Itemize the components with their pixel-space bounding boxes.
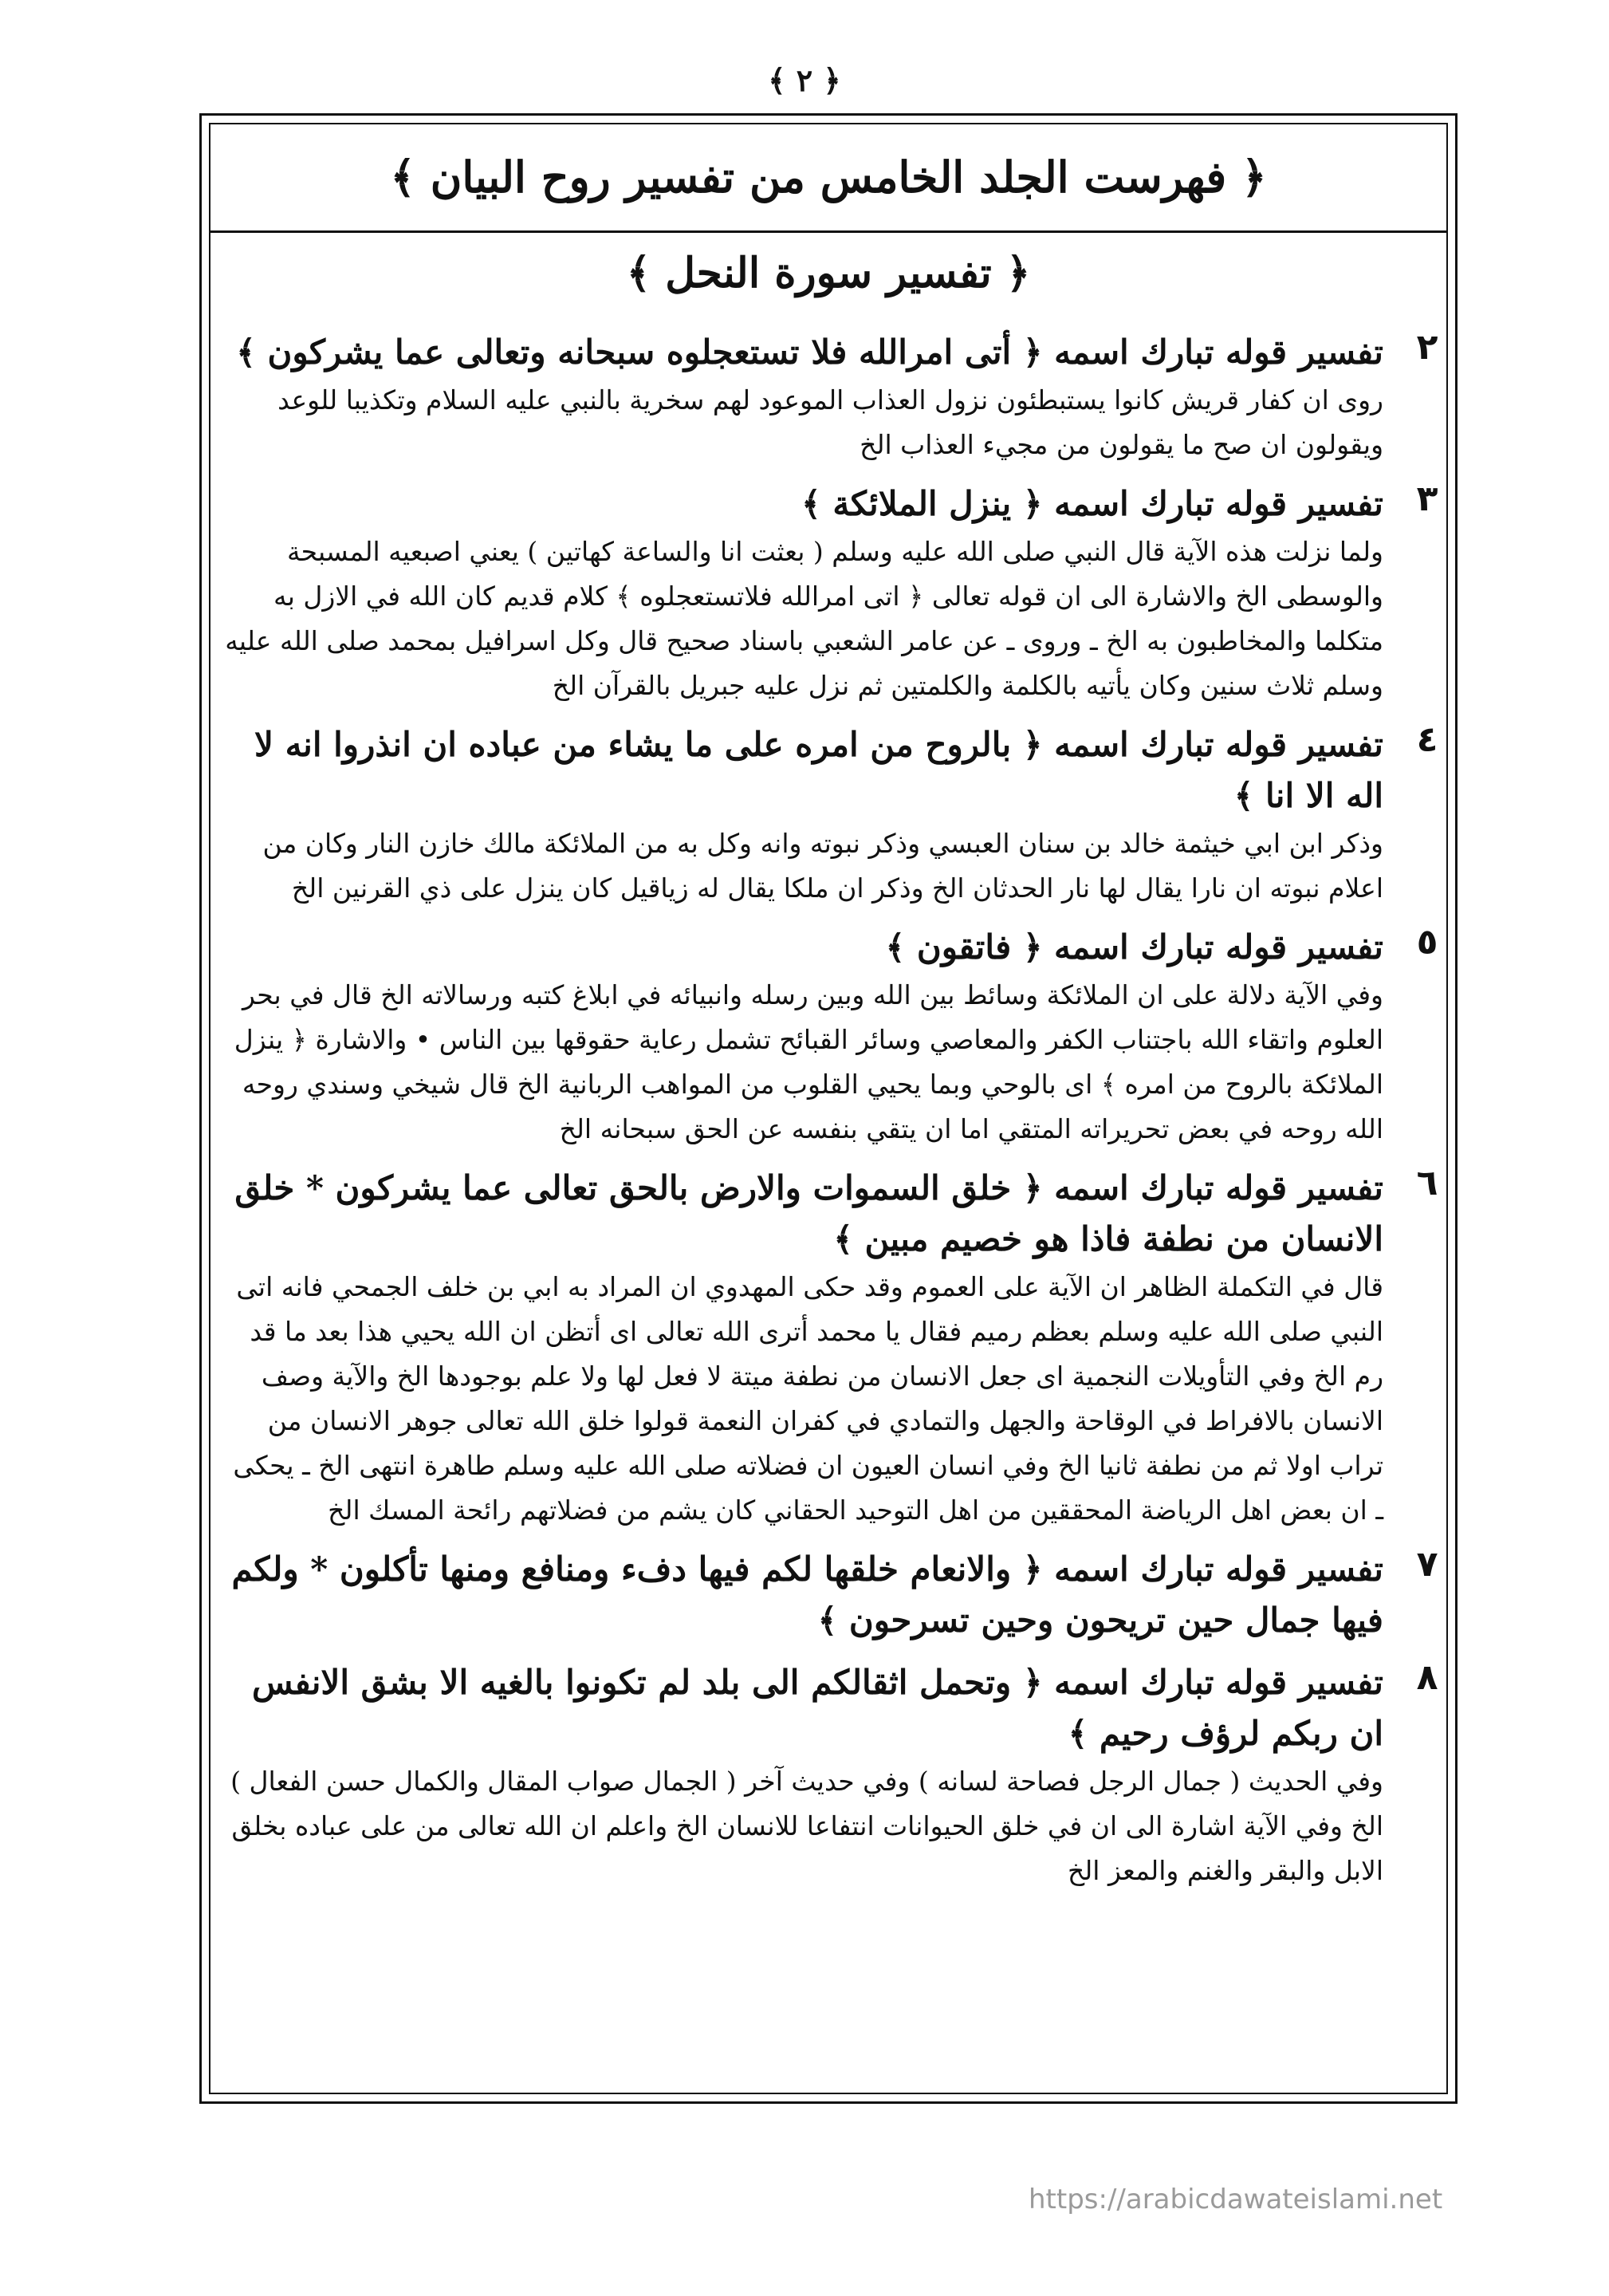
entry-page-number: ٧	[1416, 1544, 1438, 1585]
index-entry	[219, 922, 1438, 1152]
entry-body: وفي الآية دلالة على ان الملائكة وسائط بين الله وبين رسله وانبيائه في ابلاغ كتبه ورسالاته الخ قال في بحر العلوم واتقاء الله باجتناب الكفر والمعاصي وسائر القبائح تشمل رعاية حقوقها بين الناس • والاشارة ﴿ ينزل الملائكة بالروح من امره ﴾ اى بالوحي وبما يحيي القلوب من المواهب الربانية الخ قال شيخي وسندي روحه الله روحه في بعض تحريراته المتقي اما ان يتقي بنفسه عن الحق سبحانه الخ	[234, 979, 1383, 1144]
entry-page-number: ٥	[1416, 922, 1438, 963]
entry-heading: تفسير قوله تبارك اسمه ﴿ وتحمل اثقالكم الى بلد لم تكونوا بالغيه الا بشق الانفس ان ربكم لرؤف رحيم ﴾	[251, 1663, 1383, 1753]
index-header-title: ﴿ فهرست الجلد الخامس من تفسير روح البيان ﴾	[390, 151, 1267, 203]
entry-heading: تفسير قوله تبارك اسمه ﴿ خلق السموات والارض بالحق تعالى عما يشركون * خلق الانسان من نطفة فاذا هو خصيم مبين ﴾	[234, 1168, 1383, 1258]
entry-page-number: ٣	[1416, 478, 1438, 519]
entry-page-number: ٨	[1416, 1657, 1438, 1698]
entry-page-number: ٤	[1416, 719, 1438, 760]
entry-page-number: ٦	[1416, 1163, 1438, 1203]
watermark-url: https://arabicdawateislami.net	[1029, 2184, 1443, 2215]
entry-heading: تفسير قوله تبارك اسمه ﴿ أتى امرالله فلا تستعجلوه سبحانه وتعالى عما يشركون ﴾	[236, 333, 1383, 372]
index-entries	[219, 327, 1438, 1904]
index-entry	[219, 478, 1438, 708]
entry-body: وذكر ابن ابي خيثمة خالد بن سنان العبسي وذكر نبوته وانه وكل به من الملائكة مالك خازن النار وكان من اعلام نبوته ان نارا يقال لها نار الحدثان الخ وذكر ان ملكا يقال له زياقيل كان ينزل على ذي القرنين الخ	[262, 828, 1383, 904]
page-number: ﴾ ٢ ﴿	[768, 62, 841, 98]
entry-body: وفي الحديث ( جمال الرجل فصاحة لسانه ) وفي حديث آخر ( الجمال صواب المقال والكمال حسن الفعال ) الخ وفي الآية اشارة الى ان في خلق الحيوانات انتفاعا للانسان الخ واعلم ان الله تعالى من على عباده بخلق الابل والبقر والغنم والمعز الخ	[230, 1766, 1383, 1886]
entry-heading: تفسير قوله تبارك اسمه ﴿ بالروح من امره على ما يشاء من عباده ان انذروا انه لا اله الا انا ﴾	[254, 725, 1383, 815]
index-entry	[219, 1544, 1438, 1646]
index-entry	[219, 1657, 1438, 1893]
surah-title: ﴿ تفسير سورة النحل ﴾	[626, 249, 1031, 297]
index-entry	[219, 1163, 1438, 1533]
index-entry	[219, 327, 1438, 467]
entry-heading: تفسير قوله تبارك اسمه ﴿ فاتقون ﴾	[885, 927, 1383, 967]
entry-heading: تفسير قوله تبارك اسمه ﴿ والانعام خلقها لكم فيها دفء ومنافع ومنها تأكلون * ولكم فيها جمال حين تريحون وحين تسرحون ﴾	[231, 1550, 1383, 1640]
index-entry	[219, 719, 1438, 911]
index-header	[209, 123, 1448, 233]
entry-heading: تفسير قوله تبارك اسمه ﴿ ينزل الملائكة ﴾	[801, 484, 1383, 523]
entry-body: روى ان كفار قريش كانوا يستبطئون نزول العذاب الموعود لهم سخرية بالنبي عليه السلام وتكذيبا للوعد ويقولون ان صح ما يقولون من مجيء العذاب الخ	[277, 384, 1383, 460]
entry-page-number: ٢	[1416, 327, 1438, 368]
entry-body: ولما نزلت هذه الآية قال النبي صلى الله عليه وسلم ( بعثت انا والساعة كهاتين ) يعني اصبعيه المسبحة والوسطى الخ والاشارة الى ان قوله تعالى ﴿ اتى امرالله فلاتستعجلوه ﴾ كلام قديم كان الله في الازل به متكلما والمخاطبون به الخ ـ وروى ـ عن عامر الشعبي باسناد صحيح قال وكل اسرافيل بمحمد صلى الله عليه وسلم ثلاث سنين وكان يأتيه بالكلمة والكلمتين ثم نزل عليه جبريل بالقرآن الخ	[225, 536, 1383, 701]
entry-body: قال في التكملة الظاهر ان الآية على العموم وقد حكى المهدوي ان المراد به ابي بن خلف الجمحي فانه اتى النبي صلى الله عليه وسلم بعظم رميم فقال يا محمد أترى الله تعالى اى أتظن ان الله يحيي هذا بعد ما قد رم الخ وفي التأويلات النجمية اى جعل الانسان من نطفة ميتة لا فعل لها ولا علم بوجودها الخ والآية وصف الانسان بالافراط في الوقاحة والجهل والتمادي في كفران النعمة قولوا خلق الله تعالى جوهر الانسان من تراب اولا ثم من نطفة ثانيا الخ وفي انسان العيون ان فضلاته صلى الله عليه وسلم طاهرة انتهى الخ ـ يحكى ـ ان بعض اهل الرياضة المحققين من اهل التوحيد الحقاني كان يشم من فضلاتهم رائحة المسك الخ	[233, 1271, 1383, 1526]
